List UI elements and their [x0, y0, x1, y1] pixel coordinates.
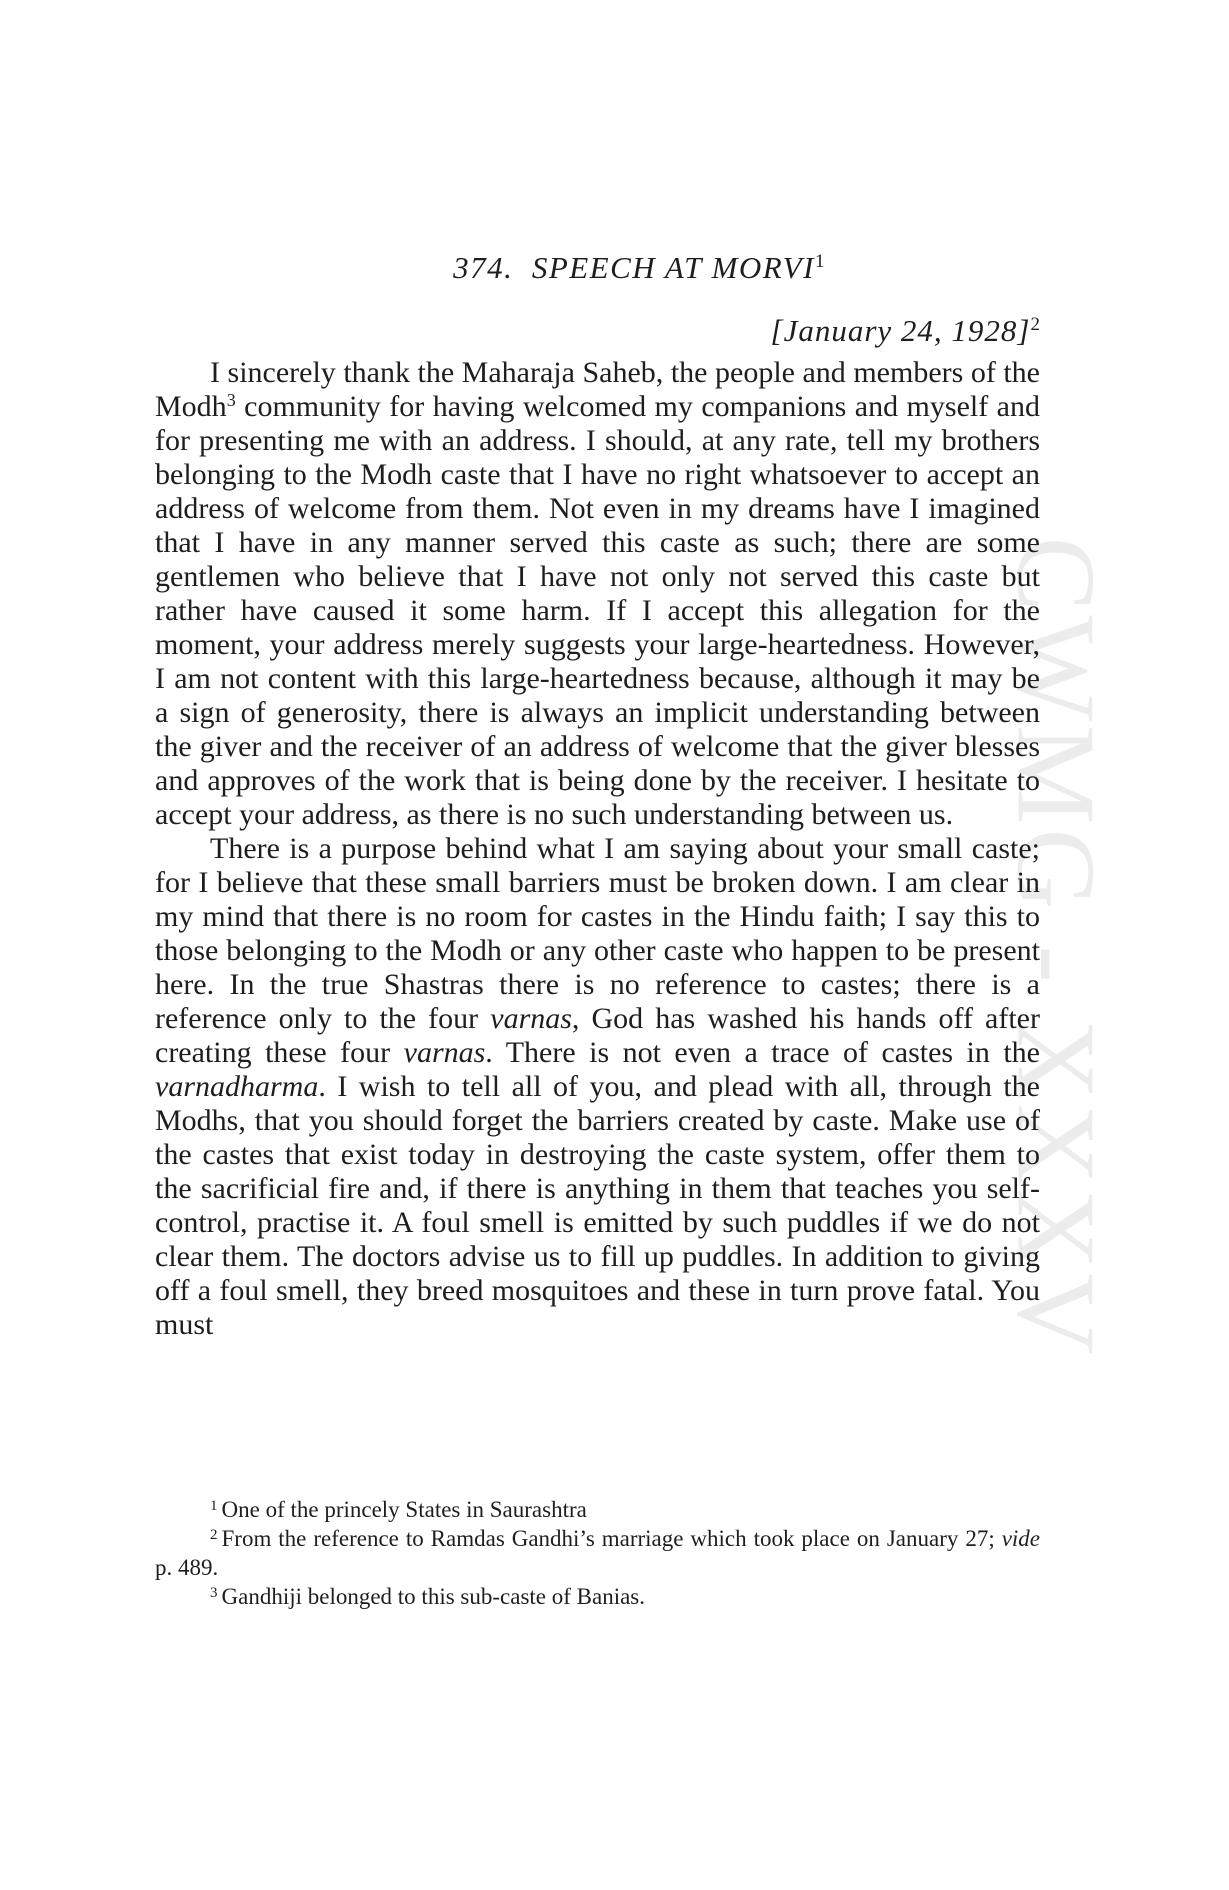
- paragraph-1: I sincerely thank the Maharaja Saheb, the people and members of the Modh$^3$ community for having welcomed my companions and myself and for presenting me with an address. I should, at any rate, tell my brothers belonging to the Modh caste that I have no right whatsoever to accept an address of welcome from them. Not even in my dreams have I imagined that I have in any manner served this caste as such; there are some gentlemen who believe that I have not only not served this caste but rather have caused it some harm. If I accept this allegation for the moment, your address merely suggests your large-heartedness. However, I am not content with this large-heartedness because, although it may be a sign of generosity, there is always an implicit understanding between the giver and the receiver of an address of welcome that the giver blesses and approves of the work that is being done by the receiver. I hesitate to accept your address, as there is no such understanding between us.: [155, 356, 1040, 831]
- footnotes: [155, 1495, 1040, 1611]
- footnote-ref-2: 2: [1030, 314, 1041, 335]
- speech-title: [0, 250, 1229, 286]
- speech-number: 374.: [453, 250, 514, 285]
- speech-date-text: [January 24, 1928]: [770, 313, 1031, 348]
- footnote-3: $^3$ Gandhiji belonged to this sub-caste of Banias.: [210, 1584, 646, 1609]
- footnote-1: $^1$ One of the princely States in Saurashtra: [210, 1497, 587, 1522]
- footnote-ref-1: 1: [814, 251, 826, 272]
- speech-date: [771, 313, 1041, 349]
- speech-title-text: SPEECH AT MORVI: [531, 250, 815, 285]
- paragraph-2: There is a purpose behind what I am saying about your small caste; for I believe that these small barriers must be broken down. I am clear in my mind that there is no room for castes in the Hindu faith; I say this to those belonging to the Modh or any other caste who happen to be present here. In the true Shastras there is no reference to castes; there is a reference only to the four varnas, God has washed his hands off after creating these four varnas. There is not even a trace of castes in the varnadharma. I wish to tell all of you, and plead with all, through the Modhs, that you should forget the barriers created by caste. Make use of the castes that exist today in destroying the caste system, offer them to the sacrificial fire and, if there is anything in them that teaches you self-control, practise it. A foul smell is emitted by such puddles if we do not clear them. The doctors advise us to fill up puddles. In addition to giving off a foul smell, they breed mosquitoes and these in turn prove fatal. You must: [155, 832, 1040, 1341]
- watermark-text: CWMG - XXXV: [993, 536, 1118, 1358]
- footnote-ref-3: 3: [226, 390, 236, 410]
- speech-body: [155, 356, 1040, 1342]
- footnote-2: $^2$ From the reference to Ramdas Gandhi’s marriage which took place on January 27; vide p. 489.: [155, 1526, 1040, 1580]
